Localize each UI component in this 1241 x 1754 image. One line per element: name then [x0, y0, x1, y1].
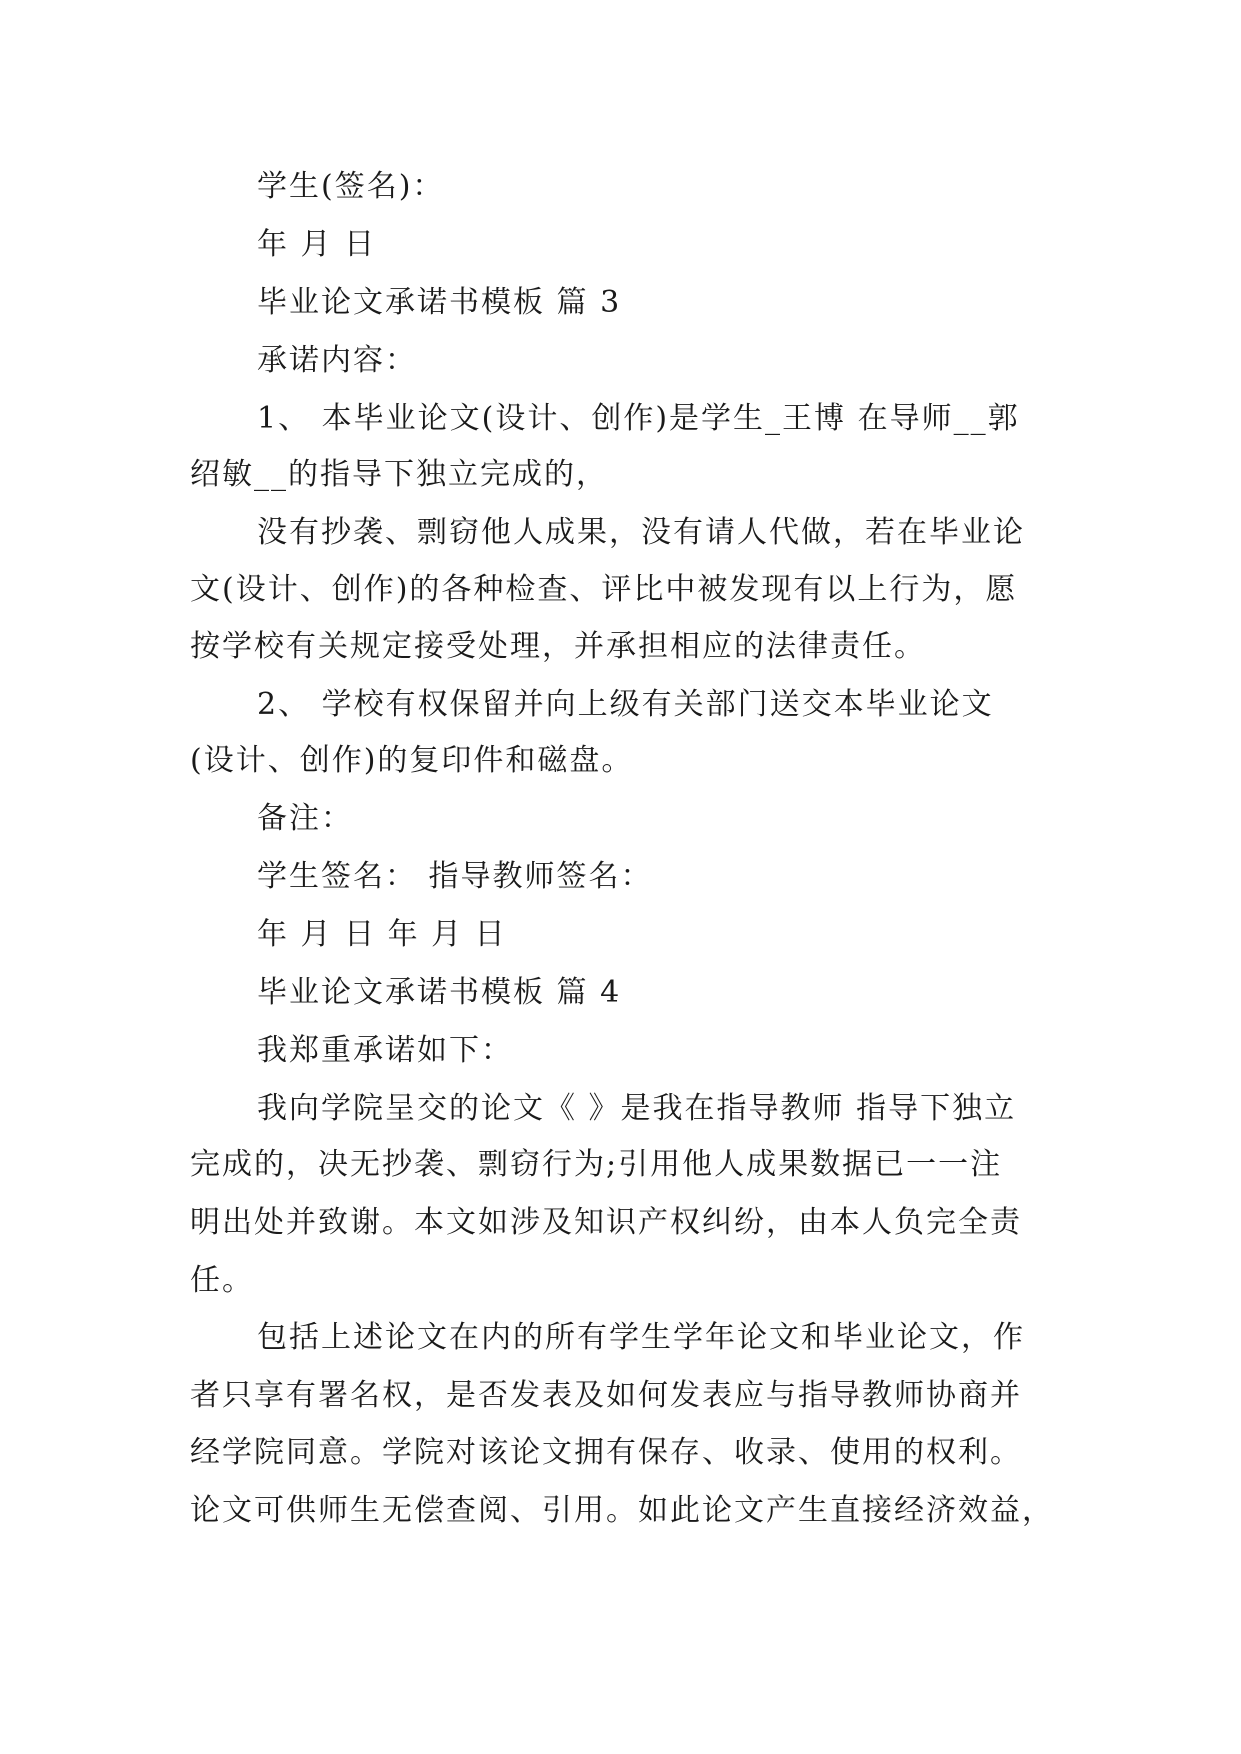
- paragraph-line: 经学院同意。学院对该论文拥有保存、收录、使用的权利。: [190, 1435, 1022, 1470]
- section-title-4: 毕业论文承诺书模板 篇 4: [257, 975, 622, 1010]
- paragraph-line: 文(设计、创作)的各种检查、评比中被发现有以上行为，愿: [190, 572, 1018, 607]
- paragraph-line: 没有抄袭、剽窃他人成果，没有请人代做，若在毕业论: [257, 515, 1025, 550]
- paragraph-line: 任。: [190, 1263, 254, 1298]
- paragraph-line: 2、 学校有权保留并向上级有关部门送交本毕业论文: [257, 687, 994, 722]
- paragraph-line: 论文可供师生无偿查阅、引用。如此论文产生直接经济效益，: [190, 1493, 1054, 1528]
- paragraph-line: 者只享有署名权，是否发表及如何发表应与指导教师协商并: [190, 1378, 1022, 1413]
- section-title-3: 毕业论文承诺书模板 篇 3: [257, 285, 622, 320]
- paragraph-line: 明出处并致谢。本文如涉及知识产权纠纷，由本人负完全责: [190, 1205, 1022, 1240]
- paragraph-line: (设计、创作)的复印件和磁盘。: [190, 743, 634, 778]
- commitment-content-heading: 承诺内容：: [257, 343, 417, 378]
- remarks-label: 备注：: [257, 801, 353, 836]
- paragraph-line: 我向学院呈交的论文《 》是我在指导教师 指导下独立: [257, 1091, 1017, 1126]
- paragraph-line: 包括上述论文在内的所有学生学年论文和毕业论文，作: [257, 1320, 1025, 1355]
- paragraph-line: 完成的，决无抄袭、剽窃行为;引用他人成果数据已一一注: [190, 1147, 1003, 1182]
- paragraph-line: 绍敏__的指导下独立完成的，: [190, 457, 608, 492]
- paragraph-line: 1、 本毕业论文(设计、创作)是学生_王博 在导师__郭: [257, 401, 1020, 436]
- date-line: 年 月 日 年 月 日: [257, 917, 507, 952]
- signature-labels: 学生签名： 指导教师签名：: [257, 859, 653, 894]
- paragraph-line: 按学校有关规定接受处理，并承担相应的法律责任。: [190, 629, 926, 664]
- pledge-heading: 我郑重承诺如下：: [257, 1033, 513, 1068]
- date-line: 年 月 日: [257, 227, 377, 262]
- student-signature-label: 学生(签名)：: [257, 169, 445, 204]
